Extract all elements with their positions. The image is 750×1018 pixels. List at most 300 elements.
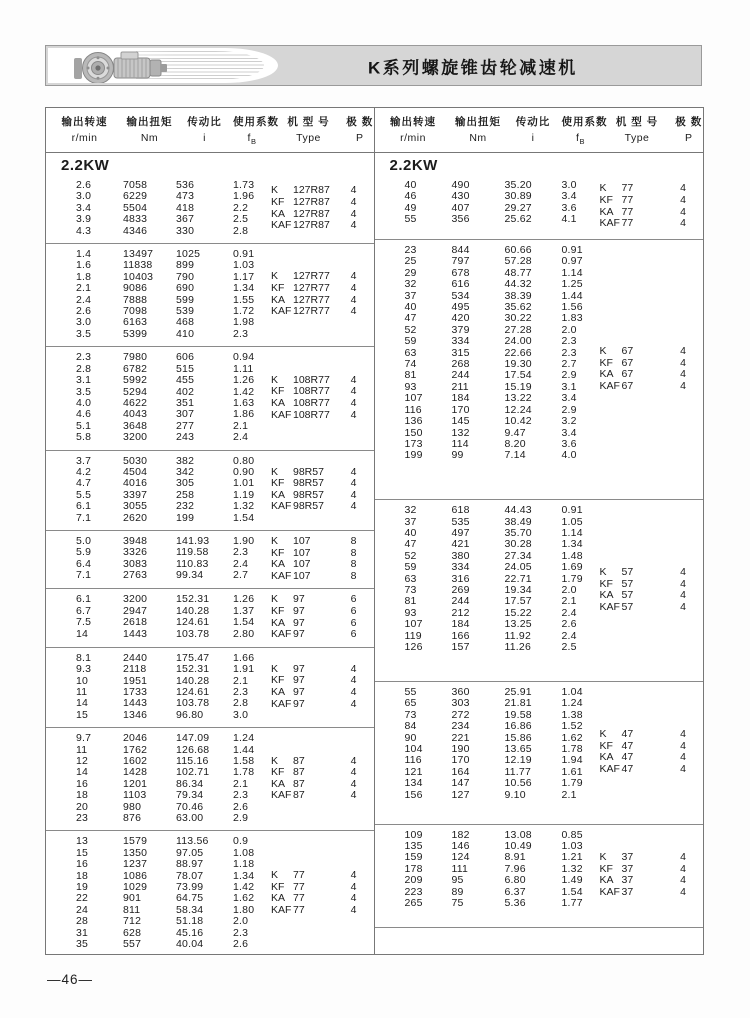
type-line [271, 767, 374, 779]
cell-ratio: 243 [176, 431, 195, 444]
pole-count: 4 [350, 293, 357, 306]
cell-fb: 1.34 [233, 282, 255, 295]
table-row [76, 409, 271, 420]
cell-speed: 29 [404, 266, 417, 279]
cell-fb: 1.83 [561, 312, 583, 325]
type-prefix: KA [599, 589, 614, 602]
cell-fb: 1.54 [233, 616, 255, 629]
cell-torque: 13497 [123, 248, 154, 261]
type-model: 77 [621, 182, 634, 195]
cell-torque: 1201 [123, 777, 148, 790]
cell-fb: 1.78 [233, 766, 255, 779]
pole-count: 4 [680, 217, 686, 230]
pole-count: 4 [350, 184, 357, 197]
type-model: 47 [621, 728, 634, 741]
cell-ratio: 17.54 [504, 369, 532, 382]
rows [46, 594, 271, 640]
cell-speed: 59 [404, 561, 417, 574]
power-section-label: 2.2KW [389, 157, 438, 174]
rows [46, 249, 271, 340]
cell-torque: 89 [451, 885, 464, 898]
cell-ratio: 536 [176, 179, 195, 191]
cell-fb: 1.86 [233, 408, 255, 421]
type-line [600, 358, 704, 370]
cell-torque: 3200 [123, 431, 148, 444]
cell-speed: 52 [404, 549, 417, 562]
cell-torque: 334 [451, 335, 470, 348]
cell-fb: 1.80 [233, 903, 255, 916]
cell-fb: 0.91 [233, 248, 255, 261]
cell-ratio: 277 [176, 419, 195, 432]
column-header [561, 114, 608, 147]
cell-torque: 164 [451, 765, 470, 778]
type-model: 97 [293, 604, 305, 617]
type-line [271, 306, 374, 318]
cell-torque: 1103 [123, 789, 147, 802]
cell-torque: 844 [451, 244, 470, 256]
type-model: 67 [621, 368, 634, 381]
cell-speed: 15 [76, 708, 89, 721]
type-prefix: KAF [271, 500, 292, 513]
cell-speed: 24 [76, 903, 89, 916]
cell-speed: 199 [404, 449, 423, 462]
cell-torque: 2118 [123, 663, 147, 676]
type-line [600, 852, 704, 864]
type-model: 57 [621, 565, 634, 578]
pole-count: 4 [680, 600, 686, 613]
cell-torque: 244 [451, 369, 470, 382]
type-line [600, 346, 704, 358]
type-prefix: KA [271, 207, 286, 220]
pole-count: 4 [350, 892, 357, 905]
type-line [600, 567, 704, 579]
cell-torque: 2046 [123, 732, 148, 745]
cell-torque: 1029 [123, 881, 148, 894]
table-row [405, 898, 600, 909]
cell-speed: 20 [76, 800, 89, 813]
cell-speed: 1.4 [76, 248, 92, 261]
cell-ratio: 342 [176, 465, 195, 478]
cell-fb: 1.05 [561, 515, 583, 528]
cell-speed: 28 [76, 915, 89, 928]
cell-ratio: 367 [176, 213, 195, 226]
type-prefix: K [271, 465, 279, 478]
type-model: 77 [293, 869, 305, 882]
type-line [600, 183, 704, 195]
cell-fb: 0.91 [561, 244, 583, 256]
cell-torque: 157 [451, 641, 470, 654]
pole-count: 4 [350, 777, 357, 790]
type-prefix: KAF [599, 379, 620, 392]
cell-ratio: 27.28 [504, 323, 532, 336]
cell-fb: 1.38 [561, 708, 583, 721]
pole-count: 4 [350, 408, 357, 421]
cell-ratio: 103.78 [176, 627, 210, 640]
pole-count: 4 [350, 880, 357, 893]
cell-torque: 95 [451, 874, 464, 887]
pole-count: 6 [350, 628, 357, 641]
cell-fb: 1.91 [233, 663, 255, 676]
cell-ratio: 141.93 [176, 534, 210, 547]
cell-fb: 0.97 [561, 255, 583, 268]
pole-count: 4 [680, 344, 686, 357]
pole-count: 8 [350, 569, 357, 582]
cell-torque: 6782 [123, 362, 148, 375]
cell-torque: 221 [451, 731, 470, 744]
pole-count: 4 [350, 465, 357, 478]
cell-fb: 1.11 [233, 362, 254, 375]
cell-speed: 126 [404, 641, 423, 654]
column-header-en: $f_B$ [247, 131, 257, 147]
pole-count: 4 [680, 739, 686, 752]
cell-ratio: 35.70 [504, 527, 532, 540]
cell-ratio: 539 [176, 305, 195, 318]
type-prefix: KA [271, 293, 286, 306]
cell-ratio: 455 [176, 374, 195, 387]
cell-fb: 2.4 [233, 557, 249, 570]
type-line [600, 764, 704, 776]
cell-ratio: 258 [176, 488, 195, 501]
cell-fb: 3.0 [233, 708, 249, 721]
cell-torque: 127 [451, 788, 470, 801]
data-block [46, 530, 374, 588]
table-row [405, 279, 600, 290]
rows [375, 933, 600, 948]
rows [46, 352, 271, 443]
pole-count: 4 [680, 728, 686, 741]
data-block [46, 727, 374, 830]
cell-fb: 1.78 [561, 743, 583, 756]
page-title: K系列螺旋锥齿轮减速机 [368, 58, 578, 77]
cell-ratio: 126.68 [176, 743, 210, 756]
cell-fb: 1.32 [561, 862, 583, 875]
cell-speed: 109 [404, 828, 423, 841]
cell-ratio: 13.08 [504, 828, 532, 841]
cell-speed: 5.1 [76, 419, 92, 432]
pole-count: 8 [350, 558, 357, 571]
cell-torque: 234 [451, 720, 470, 733]
table-row [76, 432, 271, 443]
cell-ratio: 16.86 [504, 720, 532, 733]
cell-speed: 136 [404, 415, 423, 428]
cell-speed: 2.8 [76, 362, 92, 375]
type-line [600, 864, 704, 876]
cell-fb: 1.18 [233, 858, 255, 871]
cell-speed: 47 [404, 312, 417, 325]
cell-ratio: 99.34 [176, 569, 204, 582]
column-header-sub: B [579, 137, 585, 147]
cell-speed: 104 [404, 743, 423, 756]
cell-ratio: 175.47 [176, 651, 210, 664]
type-model: 47 [621, 739, 634, 752]
cell-fb: 1.44 [561, 289, 583, 302]
pole-count: 4 [350, 477, 357, 490]
cell-fb: 1.48 [561, 549, 583, 562]
cell-torque: 182 [451, 828, 470, 841]
cell-speed: 3.0 [76, 316, 92, 329]
cell-speed: 40 [404, 527, 417, 540]
cell-ratio: 690 [176, 282, 195, 295]
type-line [271, 398, 374, 410]
data-block [375, 681, 704, 824]
cell-torque: 678 [451, 266, 470, 279]
rows [375, 180, 600, 233]
pole-count: 4 [350, 396, 357, 409]
cell-ratio: 64.75 [176, 892, 204, 905]
cell-fb: 1.26 [233, 593, 255, 606]
type-prefix: K [271, 869, 279, 882]
cell-torque: 618 [451, 504, 470, 517]
cell-ratio: 103.78 [176, 697, 210, 710]
cell-torque: 3055 [123, 500, 148, 513]
rows [375, 687, 600, 818]
cell-speed: 119 [404, 629, 422, 642]
column-header [271, 114, 346, 146]
type-model: 47 [621, 751, 634, 764]
cell-torque: 2620 [123, 511, 148, 524]
cell-fb: 3.6 [561, 201, 577, 214]
cell-ratio: 12.24 [504, 403, 532, 416]
cell-ratio: 330 [176, 224, 195, 237]
cell-fb: 1.01 [233, 477, 255, 490]
type-model: 77 [293, 904, 305, 917]
type-model: 97 [293, 674, 305, 687]
table-row [405, 562, 600, 573]
cell-fb: 2.8 [233, 224, 249, 237]
rows [46, 180, 271, 237]
pole-count: 4 [350, 207, 357, 220]
type-prefix: KAF [599, 885, 620, 898]
type-group [271, 836, 374, 950]
cell-torque: 184 [451, 392, 470, 405]
cell-ratio: 307 [176, 408, 195, 421]
cell-torque: 2618 [123, 616, 148, 629]
cell-fb: 2.7 [233, 569, 249, 582]
cell-speed: 178 [404, 862, 423, 875]
cell-fb: 2.9 [561, 403, 577, 416]
type-group [600, 505, 704, 675]
cell-fb: 1.34 [561, 538, 583, 551]
cell-fb: 2.4 [561, 629, 577, 642]
type-line [271, 699, 374, 711]
column-header-en: Type [296, 131, 321, 144]
table-row [405, 642, 600, 653]
cell-torque: 901 [123, 892, 142, 905]
cell-speed: 9.3 [76, 663, 92, 676]
type-model: 97 [293, 628, 305, 641]
type-model: 67 [621, 344, 634, 357]
type-model: 57 [621, 577, 634, 590]
type-model: 77 [621, 217, 634, 230]
cell-torque: 3648 [123, 419, 148, 432]
pole-count: 4 [680, 874, 686, 887]
cell-speed: 116 [404, 403, 422, 416]
type-prefix: KAF [599, 762, 620, 775]
cell-torque: 184 [451, 618, 470, 631]
type-model: 47 [621, 762, 634, 775]
type-line [271, 478, 374, 490]
cell-torque: 420 [451, 312, 470, 325]
cell-ratio: 24.05 [504, 561, 532, 574]
page-number: —46— [47, 972, 94, 987]
cell-fb: 2.3 [233, 546, 249, 559]
cell-ratio: 199 [176, 511, 195, 524]
pole-count: 4 [350, 282, 357, 295]
column-header-en: Nm [140, 131, 159, 144]
type-model: 108R77 [293, 396, 330, 409]
data-block [375, 824, 704, 927]
cell-torque: 315 [451, 346, 470, 359]
cell-torque: 3948 [123, 534, 148, 547]
cell-ratio: 7.14 [504, 449, 526, 462]
type-model: 77 [621, 205, 634, 218]
cell-speed: 40 [404, 179, 417, 191]
cell-speed: 6.1 [76, 593, 92, 606]
type-group [271, 653, 374, 721]
pole-count: 4 [680, 751, 686, 764]
cell-speed: 156 [404, 788, 423, 801]
cell-ratio: 113.56 [176, 835, 209, 848]
cell-ratio: 124.61 [176, 616, 210, 629]
pole-count: 8 [350, 534, 357, 547]
cell-torque: 2440 [123, 651, 148, 664]
cell-torque: 244 [451, 595, 470, 608]
cell-speed: 7.1 [76, 511, 92, 524]
cell-speed: 5.0 [76, 534, 92, 547]
cell-torque: 876 [123, 812, 142, 824]
type-line [271, 571, 374, 583]
cell-torque: 124 [451, 851, 470, 864]
table-row [405, 450, 600, 461]
cell-fb: 2.9 [561, 369, 577, 382]
cell-speed: 16 [76, 858, 89, 871]
column-header [176, 114, 233, 146]
column-header [600, 114, 675, 146]
cell-speed: 15 [76, 846, 89, 859]
cell-speed: 32 [404, 504, 417, 517]
column-header-en: i [203, 131, 206, 144]
cell-ratio: 790 [176, 270, 195, 283]
column-header-zh: 传动比 [515, 115, 551, 128]
type-model: 97 [293, 593, 305, 606]
cell-ratio: 24.00 [504, 335, 532, 348]
data-block [46, 588, 374, 646]
cell-fb: 1.08 [233, 846, 255, 859]
column-header [233, 114, 279, 147]
type-model: 108R77 [293, 373, 330, 386]
cell-speed: 150 [404, 426, 423, 439]
cell-fb: 2.1 [561, 788, 577, 801]
cell-fb: 1.37 [233, 604, 255, 617]
cell-torque: 268 [451, 358, 470, 371]
cell-ratio: 22.66 [504, 346, 532, 359]
cell-speed: 93 [404, 380, 417, 393]
cell-fb: 2.0 [561, 323, 577, 336]
cell-ratio: 10.49 [504, 840, 532, 853]
type-group [271, 352, 374, 443]
type-prefix: KAF [271, 408, 292, 421]
cell-speed: 223 [404, 885, 423, 898]
type-model: 127R77 [293, 305, 330, 318]
type-group [271, 456, 374, 524]
type-line [600, 195, 704, 207]
type-line [271, 536, 374, 548]
type-model: 107 [293, 534, 311, 547]
cell-speed: 25 [404, 255, 417, 268]
pole-count: 4 [350, 305, 357, 318]
cell-fb: 1.55 [233, 293, 255, 306]
cell-speed: 23 [76, 812, 89, 824]
table-row [76, 283, 271, 294]
cell-speed: 7.5 [76, 616, 92, 629]
cell-fb: 1.66 [233, 651, 255, 664]
pole-count: 4 [680, 193, 686, 206]
cell-torque: 379 [451, 323, 470, 336]
rows [375, 505, 600, 675]
cell-speed: 73 [404, 708, 417, 721]
cell-ratio: 351 [176, 396, 195, 409]
type-model: 107 [293, 558, 311, 571]
cell-torque: 3083 [123, 557, 148, 570]
type-line [271, 220, 374, 232]
type-prefix: K [599, 344, 607, 357]
cell-speed: 59 [404, 335, 417, 348]
type-line [271, 790, 374, 802]
cell-torque: 380 [451, 549, 470, 562]
cell-fb: 0.94 [233, 351, 255, 364]
cell-speed: 31 [76, 926, 89, 939]
cell-ratio: 79.34 [176, 789, 204, 802]
type-group [271, 733, 374, 824]
cell-ratio: 1025 [176, 248, 201, 261]
cell-ratio: 8.91 [504, 851, 526, 864]
table-row [405, 505, 600, 516]
cell-speed: 4.3 [76, 224, 92, 237]
cell-fb: 2.2 [233, 201, 249, 214]
cell-ratio: 70.46 [176, 800, 204, 813]
cell-ratio: 25.91 [504, 686, 532, 699]
type-model: 127R77 [293, 282, 330, 295]
table-row [76, 939, 271, 950]
rows [375, 245, 600, 493]
cell-speed: 40 [404, 301, 417, 314]
cell-torque: 534 [451, 289, 470, 302]
pole-count: 4 [350, 674, 357, 687]
type-line [271, 197, 374, 209]
table-row [405, 393, 600, 404]
cell-fb: 2.0 [561, 584, 577, 597]
type-line [600, 579, 704, 591]
cell-torque: 616 [451, 278, 470, 291]
cell-fb: 1.14 [561, 527, 583, 540]
column-header [346, 114, 374, 146]
type-group [600, 180, 704, 233]
table-row [76, 501, 271, 512]
cell-speed: 2.4 [76, 293, 92, 306]
type-model: 87 [293, 789, 305, 802]
type-prefix: KA [271, 685, 286, 698]
cell-ratio: 305 [176, 477, 195, 490]
table-row [405, 790, 600, 801]
cell-speed: 134 [404, 777, 423, 790]
cell-ratio: 382 [176, 454, 195, 467]
cell-torque: 430 [451, 190, 470, 203]
cell-torque: 5992 [123, 374, 148, 387]
cell-ratio: 22.71 [504, 572, 532, 585]
cell-fb: 1.62 [233, 892, 255, 905]
type-prefix: KA [271, 777, 286, 790]
cell-speed: 65 [404, 697, 417, 710]
